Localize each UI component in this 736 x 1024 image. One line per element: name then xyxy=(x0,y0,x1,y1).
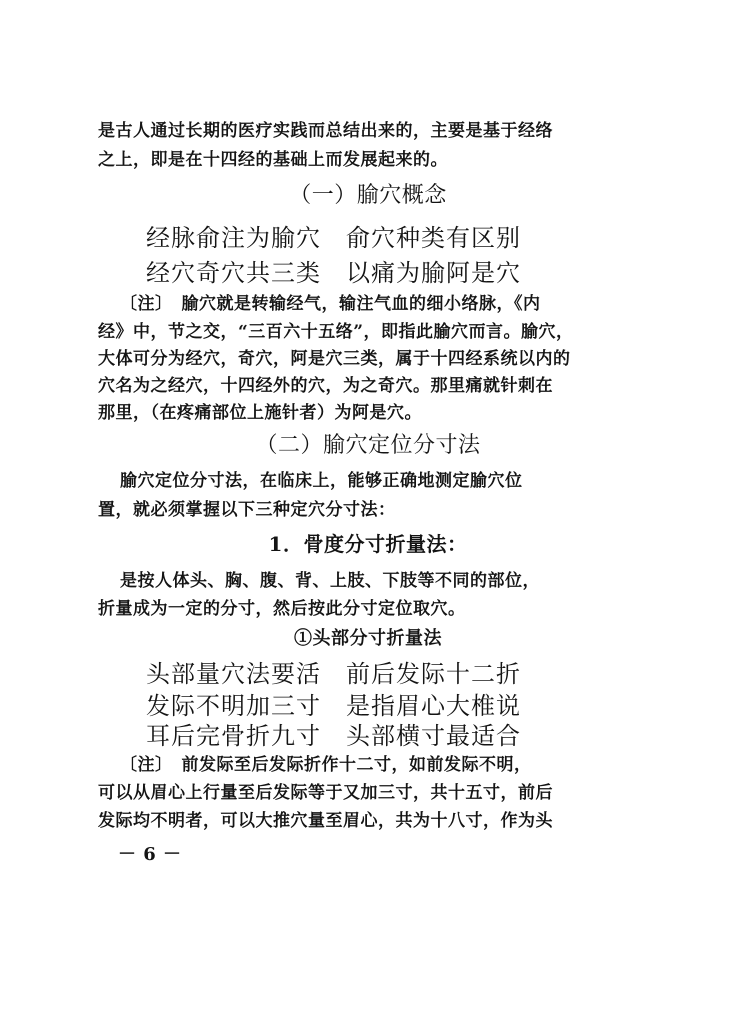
sub-subsection-title: ①头部分寸折量法 xyxy=(294,628,442,649)
subsection-paragraph-line: 是按人体头、胸、腹、背、上肢、下肢等不同的部位， xyxy=(120,571,540,591)
verse-line: 头部量穴法要活 前后发际十二折 xyxy=(146,660,521,688)
verse-line: 经穴奇穴共三类 以痛为腧阿是穴 xyxy=(146,259,521,287)
intro-line-2: 之上，即是在十四经的基础上而发展起来的。 xyxy=(98,150,448,170)
page-number: － 6 － xyxy=(118,844,182,865)
verse-line: 经脉俞注为腧穴 俞穴种类有区别 xyxy=(146,224,521,252)
verse-line: 耳后完骨折九寸 头部横寸最适合 xyxy=(146,722,521,750)
section-1-title: （一）腧穴概念 xyxy=(289,183,447,208)
note-line: 可以从眉心上行量至后发际等于又加三寸，共十五寸，前后 xyxy=(98,783,553,803)
subsection-title: 1．骨度分寸折量法： xyxy=(268,532,468,556)
note-line: 〔注〕 前发际至后发际折作十二寸，如前发际不明， xyxy=(120,755,532,775)
verse-line: 发际不明加三寸 是指眉心大椎说 xyxy=(146,692,521,720)
intro-line-1: 是古人通过长期的医疗实践而总结出来的，主要是基于经络 xyxy=(98,121,553,141)
paragraph-line: 腧穴定位分寸法，在临床上，能够正确地测定腧穴位 xyxy=(120,471,523,491)
note-line: 大体可分为经穴，奇穴，阿是穴三类，属于十四经系统以内的 xyxy=(98,349,571,369)
note-line: 那里，（在疼痛部位上施针者）为阿是穴。 xyxy=(98,403,422,423)
subsection-paragraph-line: 折量成为一定的分寸，然后按此分寸定位取穴。 xyxy=(98,599,466,619)
note-line: 穴名为之经穴，十四经外的穴，为之奇穴。那里痛就针刺在 xyxy=(98,376,553,396)
note-line: 〔注〕 腧穴就是转输经气，输注气血的细小络脉，《内 xyxy=(120,294,541,314)
section-2-title: （二）腧穴定位分寸法 xyxy=(255,433,481,458)
note-line: 经》中，节之交，“三百六十五络”，即指此腧穴而言。腧穴， xyxy=(98,322,574,342)
note-line: 发际均不明者，可以大推穴量至眉心，共为十八寸，作为头 xyxy=(98,811,553,831)
paragraph-line: 置，就必须掌握以下三种定穴分寸法： xyxy=(98,500,396,520)
